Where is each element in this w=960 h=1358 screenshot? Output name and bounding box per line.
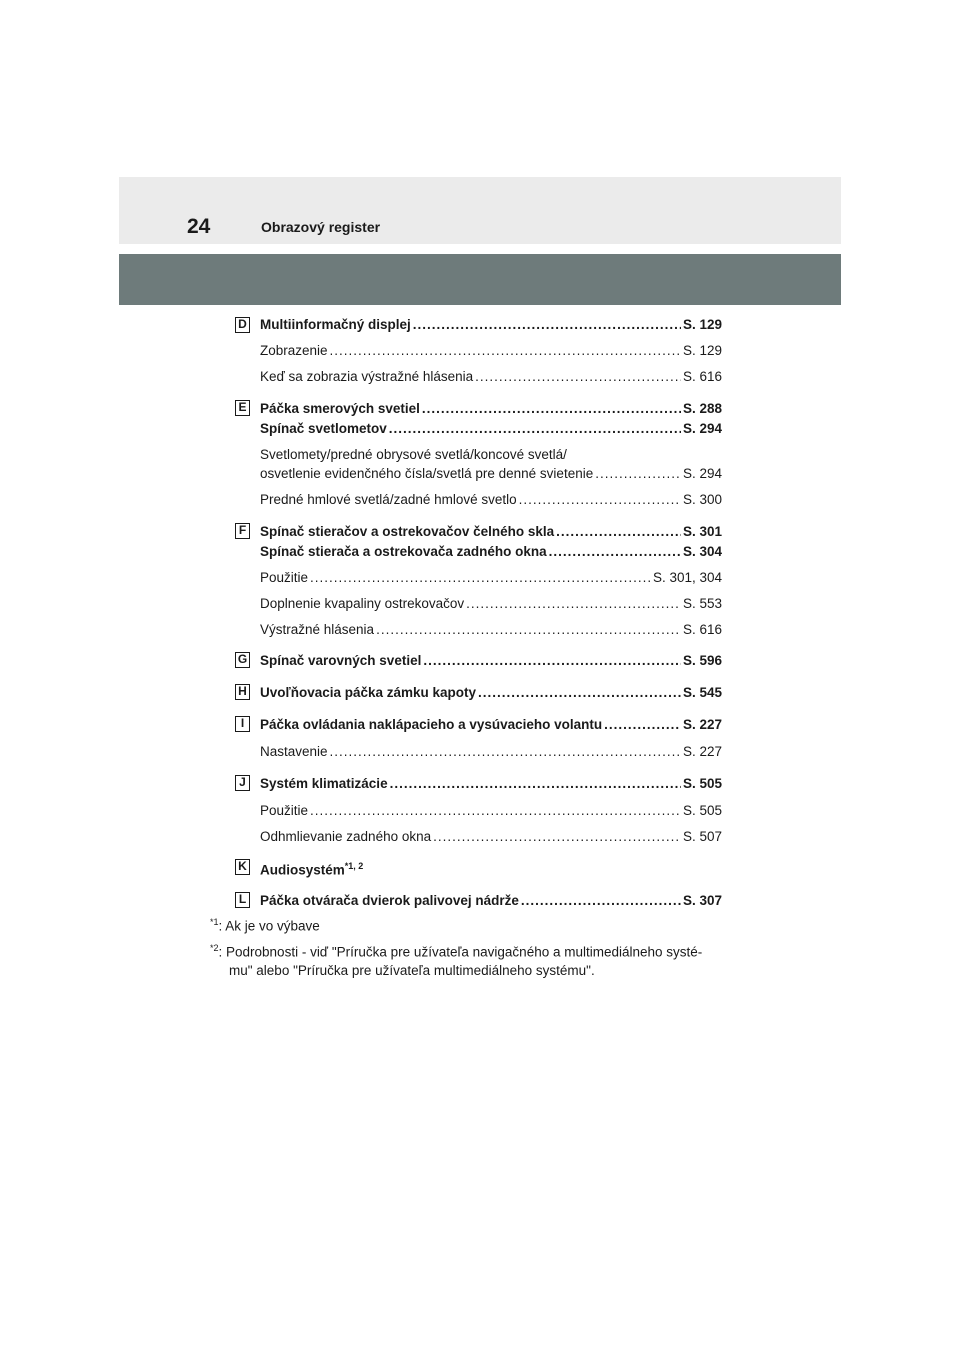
index-entry[interactable]: Spínač varovných svetiel ..... S. 596 [260,653,722,671]
index-subentry[interactable]: Predné hmlové svetlá/zadné hmlové svetlo ..... S. 300 [260,492,722,510]
index-entry-audio[interactable]: Audiosystém$^{*1, 2}$ [260,861,364,878]
index-letter-k: K [235,859,250,875]
index-subentry[interactable]: Výstražné hlásenia ..... S. 616 [260,622,722,640]
index-entry[interactable]: Spínač stierača a ostrekovača zadného okna ..... S. 304 [260,544,722,562]
index-letter-g: G [235,652,250,668]
page-number: 24 [187,215,211,238]
index-subentry[interactable]: Odhmlievanie zadného okna ..... S. 507 [260,829,722,847]
index-subentry[interactable]: Nastavenie ..... S. 227 [260,744,722,762]
index-subentry[interactable]: osvetlenie evidenčného čísla/svetlá pre denné svietenie ..... S. 294 [260,466,722,484]
index-letter-d: D [235,317,250,333]
index-letter-j: J [235,775,250,791]
index-subentry[interactable]: Zobrazenie ..... S. 129 [260,343,722,361]
index-subentry[interactable]: Použitie ..... S. 505 [260,803,722,821]
footnote-1: $^{*1}$: Ak je vo výbave [210,917,320,934]
index-letter-l: L [235,892,250,908]
index-entry[interactable]: Spínač svetlometov ..... S. 294 [260,421,722,439]
index-letter-h: H [235,684,250,700]
index-entry[interactable]: Multiinformačný displej ..... S. 129 [260,317,722,335]
index-subentry[interactable]: Doplnenie kvapaliny ostrekovačov ..... S. 553 [260,596,722,614]
index-letter-e: E [235,400,250,416]
index-subentry[interactable]: Keď sa zobrazia výstražné hlásenia ..... S. 616 [260,369,722,387]
index-letter-f: F [235,523,250,539]
index-subentry[interactable]: Použitie ..... S. 301, 304 [260,570,722,588]
index-entry[interactable]: Systém klimatizácie ..... S. 505 [260,776,722,794]
index-entry[interactable]: Páčka ovládania naklápacieho a vysúvacieho volantu ..... S. 227 [260,717,722,735]
footnote-2: $^{*2}$: Podrobnosti - viď "Príručka pre užívateľa navigačného a multimediálneho systé- [210,943,703,960]
index-entry[interactable]: Uvoľňovacia páčka zámku kapoty ..... S. 545 [260,685,722,703]
index-subentry-text: Svetlomety/predné obrysové svetlá/koncové svetlá/ [260,447,567,462]
index-entry[interactable]: Páčka smerových svetiel ..... S. 288 [260,401,722,419]
section-title: Obrazový register [261,219,381,235]
index-entry[interactable]: Spínač stieračov a ostrekovačov čelného skla ..... S. 301 [260,524,722,542]
footnote-reference: *1, 2 [344,861,364,871]
index-entry[interactable]: Páčka otvárača dvierok palivovej nádrže ..... S. 307 [260,893,722,911]
index-letter-i: I [235,716,250,732]
footnote-2-continuation: mu" alebo "Príručka pre užívateľa multimediálneho systému". [229,963,595,978]
